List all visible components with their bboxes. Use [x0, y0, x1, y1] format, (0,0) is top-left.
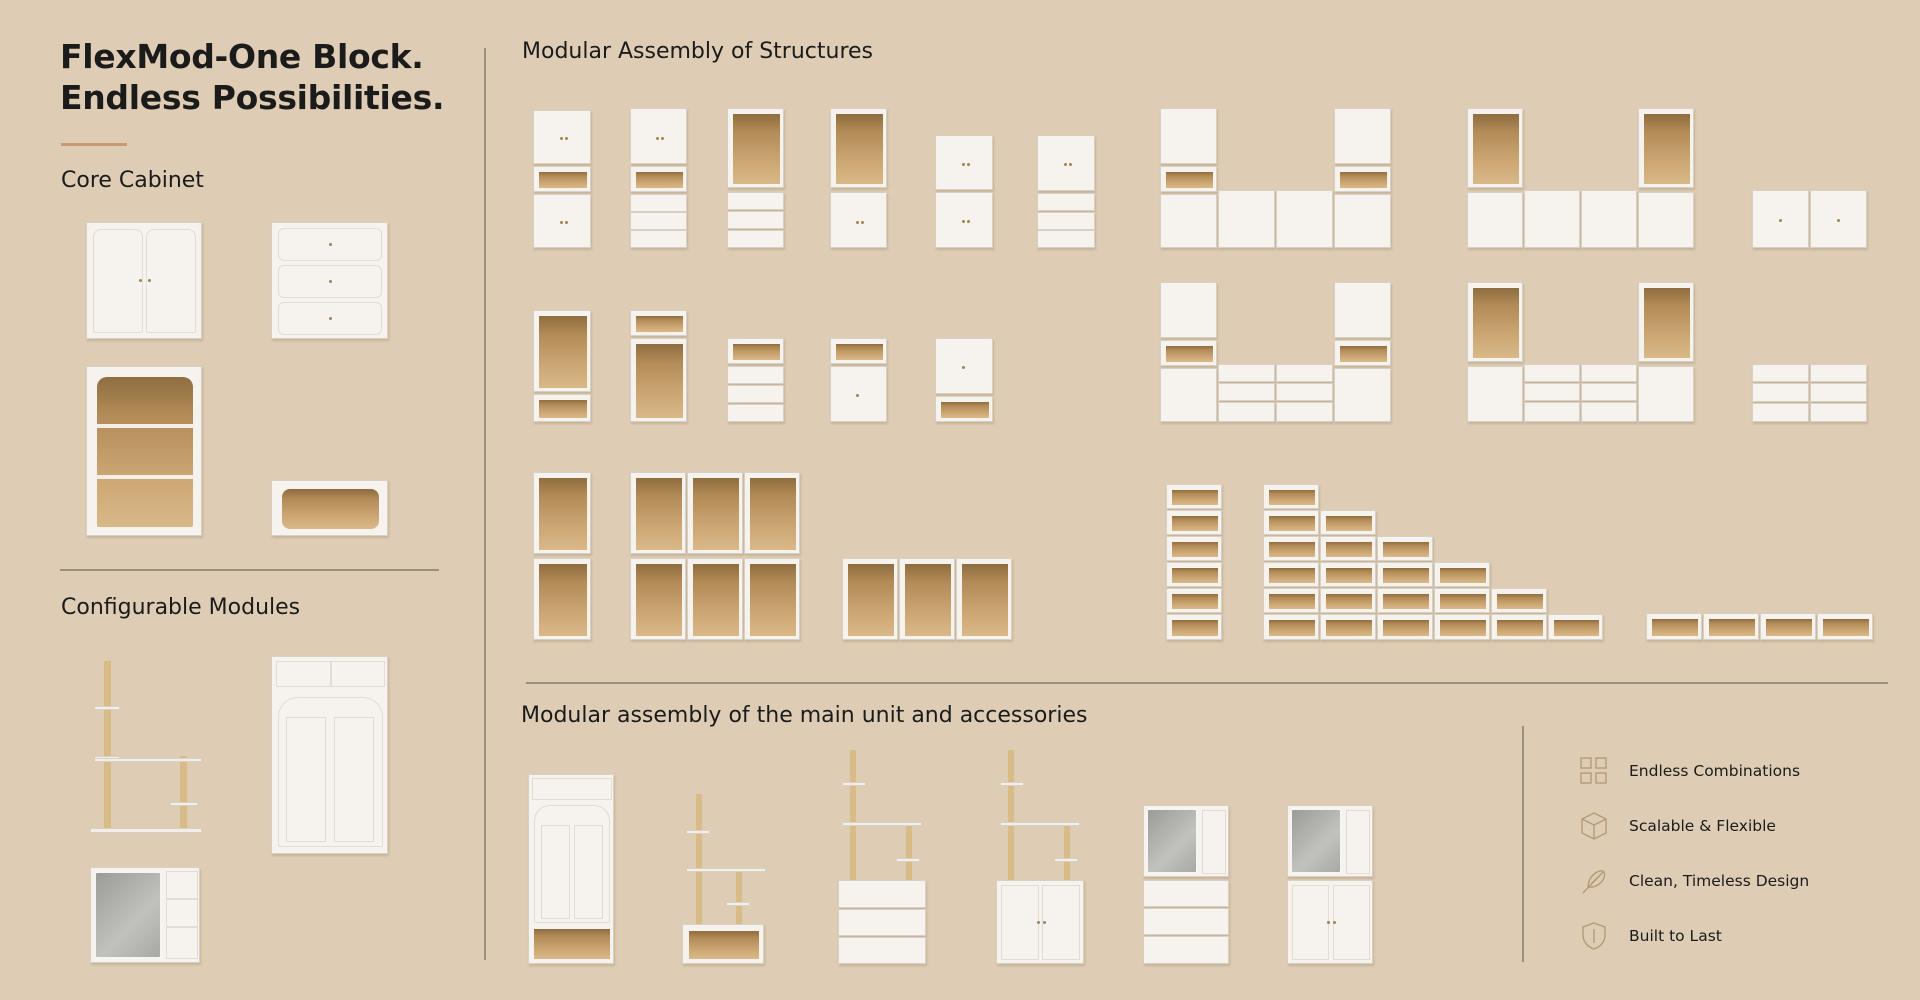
structure-low-door — [830, 338, 887, 422]
accent-divider — [61, 143, 127, 146]
structure-cubby-row — [1646, 613, 1874, 640]
feature-label: Built to Last — [1629, 927, 1722, 945]
structure-open-shelf-stack — [630, 310, 687, 422]
feature-item — [1577, 864, 1809, 898]
core-cabinet-drawers — [271, 222, 388, 339]
feature-item — [1577, 754, 1809, 788]
headline-line-1: FlexMod-One Block. — [60, 37, 424, 76]
configurable-modules-heading: Configurable Modules — [61, 595, 301, 620]
structure-cubby-tower — [1166, 484, 1222, 640]
structure-open-shelf-tall — [533, 310, 591, 422]
structure-shelf-door — [830, 108, 887, 248]
structure-low-drawers — [727, 338, 784, 422]
module-cat-tree — [90, 656, 205, 836]
shield-icon — [1577, 919, 1611, 953]
module-hall-tree-wardrobe — [271, 656, 388, 854]
structure-low-drawer-pair — [1752, 364, 1867, 422]
structure-low-double-door — [1752, 190, 1867, 248]
structure-low-bookcase — [842, 558, 1013, 640]
module-mirror-cabinet — [90, 867, 200, 963]
structure-tall-door-cabinet — [533, 110, 591, 248]
feature-label: Scalable & Flexible — [1629, 817, 1776, 835]
feature-item — [1577, 919, 1809, 953]
page-title — [60, 36, 444, 118]
feather-icon — [1577, 864, 1611, 898]
core-cabinet-open-shelf — [86, 366, 202, 536]
features-divider — [1522, 726, 1524, 962]
main-unit-heading: Modular assembly of the main unit and accessories — [521, 703, 1088, 728]
structure-u-drawer-assembly — [1160, 282, 1392, 422]
accessory-cat-tree-door — [996, 748, 1084, 964]
left-section-divider — [60, 569, 439, 571]
structure-u-door-assembly — [1160, 108, 1392, 248]
features-list — [1577, 754, 1809, 953]
headline-line-2: Endless Possibilities. — [60, 78, 445, 117]
feature-label: Endless Combinations — [1629, 762, 1801, 780]
structure-staircase-cubbies — [1263, 484, 1603, 640]
accessory-vanity-door — [1287, 805, 1373, 964]
cube-icon — [1577, 809, 1611, 843]
structure-bookcase-triple — [630, 472, 801, 640]
structures-heading: Modular Assembly of Structures — [522, 39, 874, 64]
structure-door-drawer-cabinet — [630, 108, 687, 248]
accessory-cat-tree-base — [678, 792, 770, 964]
core-cabinet-low-open — [271, 480, 388, 536]
structure-door-open-base — [935, 338, 993, 422]
grid-icon — [1577, 754, 1611, 788]
accessory-cat-tree-drawers — [838, 748, 926, 964]
column-divider — [484, 48, 486, 960]
feature-item — [1577, 809, 1809, 843]
accessory-vanity-drawers — [1143, 805, 1229, 964]
structure-shelf-drawer — [727, 108, 784, 248]
structure-bookcase-single — [533, 472, 591, 640]
structure-double-door — [935, 135, 993, 248]
structure-door-drawers — [1037, 135, 1095, 248]
structure-u-shelf-assembly — [1467, 108, 1695, 248]
structure-u-shelf-drawer-assembly — [1467, 282, 1695, 422]
structures-divider — [526, 682, 1888, 684]
accessory-hall-tree — [528, 774, 614, 964]
feature-label: Clean, Timeless Design — [1629, 872, 1810, 890]
core-cabinet-double-door — [86, 222, 202, 339]
core-cabinet-heading: Core Cabinet — [61, 168, 204, 193]
